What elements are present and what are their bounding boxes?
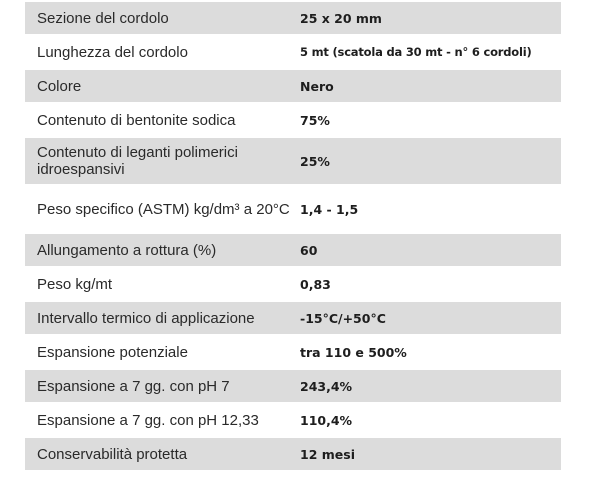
- row-value: -15°C/+50°C: [300, 310, 386, 326]
- row-label: Contenuto di leganti polimerici idroespansivi: [37, 144, 238, 178]
- row-value: 1,4 - 1,5: [300, 201, 359, 217]
- row-label: Conservabilità protetta: [37, 445, 188, 463]
- table-row: [25, 2, 561, 36]
- table-row: [25, 36, 561, 70]
- row-label: Sezione del cordolo: [37, 9, 169, 27]
- table-row: [25, 234, 561, 268]
- row-value: 75%: [300, 112, 330, 128]
- row-value: 25%: [300, 153, 330, 169]
- table-row: [25, 186, 561, 234]
- table-row: [25, 336, 561, 370]
- table-row: [25, 302, 561, 336]
- table-row: [25, 104, 561, 138]
- row-label: Peso specifico (ASTM) kg/dm³ a 20°C: [37, 200, 290, 218]
- row-label: Colore: [37, 77, 82, 95]
- row-label: Espansione a 7 gg. con pH 12,33: [37, 411, 259, 429]
- row-value: Nero: [300, 78, 334, 94]
- row-value: 12 mesi: [300, 446, 355, 462]
- row-value: 25 x 20 mm: [300, 10, 382, 26]
- row-value: tra 110 e 500%: [300, 344, 407, 360]
- table-row: [25, 268, 561, 302]
- table-row: [25, 370, 561, 404]
- row-label: Allungamento a rottura (%): [37, 241, 217, 259]
- row-label: Espansione a 7 gg. con pH 7: [37, 377, 230, 395]
- row-value: 60: [300, 242, 318, 258]
- row-value: 5 mt (scatola da 30 mt - n° 6 cordoli): [300, 45, 532, 59]
- row-label: Peso kg/mt: [37, 275, 113, 293]
- table-row: [25, 70, 561, 104]
- row-value: 0,83: [300, 276, 331, 292]
- row-label: Lunghezza del cordolo: [37, 43, 188, 61]
- row-label: Contenuto di bentonite sodica: [37, 111, 236, 129]
- spec-table: [25, 2, 561, 472]
- row-label: Intervallo termico di applicazione: [37, 309, 255, 327]
- row-value: 243,4%: [300, 378, 353, 394]
- table-row: [25, 404, 561, 438]
- row-value: 110,4%: [300, 412, 353, 428]
- row-label: Espansione potenziale: [37, 343, 188, 361]
- table-row: [25, 438, 561, 472]
- table-row: [25, 138, 561, 186]
